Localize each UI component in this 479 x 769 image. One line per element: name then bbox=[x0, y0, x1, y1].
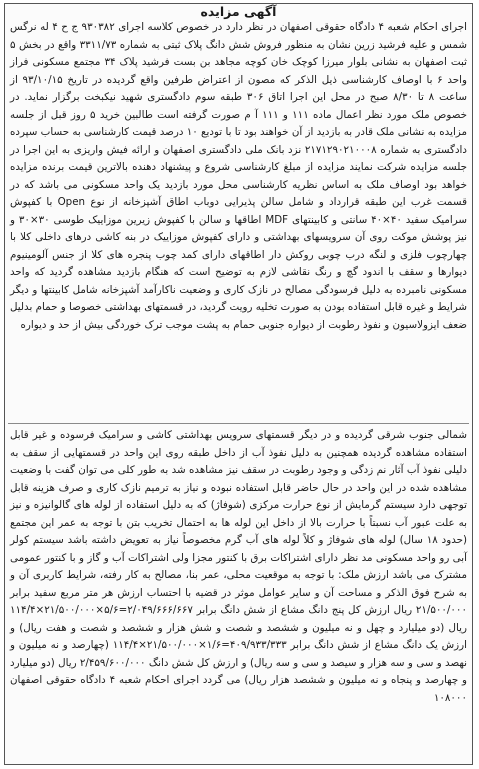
column-seam-divider bbox=[8, 423, 469, 424]
notice-title: آگهی مزایده bbox=[200, 4, 277, 19]
notice-paragraph-2: شمالی جنوب شرقی گردیده و در دیگر قسمتهای سرویس بهداشتی کاشی و سرامیک فرسوده و غیر قابل استفاده مشاهده گردیده همچنین به دلیل نفوذ آب از داخل طبقه روی این واحد در قسمتهایی از سقف به دلیلی نفوذ آب آثار نم زدگی و وجود رطوبت در سقف نیز مشاهده شد به طور کلی می توان گفت با وضعیت مشاهده شده در این واحد در حال حاضر قابل استفاده نبوده و نیاز به ترمیم نازک کاری و صرف هزینه قابل توجهی دارد سیستم گرمایش از نوع حرارت مرکزی (شوفاژ) که به دلیل استفاده از لوله های گالوانیزه و نیز به علت عبور آب نسبتاً با حرارت بالا از داخل این لوله ها به احتمال تخریب بتن با توجه به عمر این مجتمع (حدود ۱۸ سال) لوله های شوفاژ و کلاً لوله های آب گرم مخصوصاً نیاز به تعویض داشته باشد سیستم کولر آبی رو واحد مسکونی مد نظر دارای اشتراکات برق با کنتور مجزا ولی اشتراکات آب و گاز و با کنتور عمومی مشترک می باشد ارزش ملک: با توجه به موقعیت محلی، عمر بنا، مصالح به کار رفته، شرایط کاربری آن و به شرح فوق الذکر و مساحت آن و سایر عوامل موثر در قضیه با احتساب ارزش هر متر مربع سفید برابر ۲۱/۵۰۰/۰۰۰ ریال ارزش کل پنج دانگ مشاع از شش دانگ برابر ۲/۰۴۹/۶۶۶/۶۶۷=۵/۶×۲۱/۵۰۰/۰۰۰×۱۱۴/۴ ریال (دو میلیارد و چهل و نه میلیون و ششصد و شصت و شش هزار و ششصد و شصت و هفت ریال) و ارزش یک دانگ مشاع از شش دانگ برابر ۴۰۹/۹۳۳/۳۳۳=۱/۶×۲۱/۵۰۰/۰۰۰×۱۱۴/۴ (چهارصد و نه میلیون و نهصد و سی و سه هزار و سیصد و سی و سه ریال) و ارزش کل شش دانگ ۲/۴۵۹/۶۰۰/۰۰۰ ریال (دو میلیارد و چهارصد و پنجاه و نه میلیون و ششصد هزار ریال) می گردد اجرای احکام شعبه ۴ دادگاه حقوقی اصفهان ۱۰۸۰۰۰ bbox=[10, 429, 467, 704]
notice-paragraph-1: اجرای احکام شعبه ۴ دادگاه حقوقی اصفهان در نظر دارد در خصوص کلاسه اجرای ۹۳۰۳۸۲ ج ح ۴ له نرگس شمس و علیه فرشید زرین نشان به منظور فروش شش دانگ پلاک ثبتی به شماره ۳۳۱۱/۷۳ واقع در بخش ۵ ثبت اصفهان به نشانی بلوار میرزا کوچک خان کوچه مجاهد بن بست فرشید پلاک ۳۴ مجتمع مسکونی فراز واحد ۶ با اوصاف کارشناسی ذیل الذکر که مصون از اعتراض طرفین واقع گردیده در تاریخ ۹۳/۱۰/۱۵ از ساعت ۸ تا ۸/۳۰ صبح در محل این اجرا اتاق ۳۰۶ طبقه سوم دادگستری شهید نیکبخت برگزار نماید. در خصوص ملک مورد نظر اعمال ماده ۱۱۱ و ۱۱۱ آ م صورت گرفته است طالبین خرید ۵ روز قبل از جلسه مزایده به نشانی ملک قادر به بازدید از آن خواهند بود تا با تودیع ۱۰ درصد قیمت کارشناسی به حساب سپرده دادگستری به شماره ۲۱۷۱۲۹۰۲۱۰۰۰۸ نزد بانک ملی دادگستری اصفهان و ارائه فیش واریزی به این اجرا در جلسه مزایده شرکت نمایند مزایده از مبلغ کارشناسی شروع و پیشنهاد دهنده بالاترین قیمت برنده مزایده خواهد بود اوصاف ملک به اساس نظریه کارشناسی محل مورد بازدید یک واحد مسکونی می باشد که در قسمت غرب این طبقه قرارداد و شامل سالن پذیرایی دوباب اطاق آشپزخانه از نوع Open با کفپوش سرامیک سفید ۴۰×۴۰ سانتی و کابینتهای MDF اطاقها و سالن با کفپوش زیرین موزاییک طوسی ۳۰×۳۰ و نیز پوشش موکت روی آن سرویسهای بهداشتی و دارای کفپوش موزاییک در بنه کاشی درهای داخلی کلا با چهارچوب فلزی و لنگه درب چوبی روکش دار اطاقهای دارای کمد چوب پنجره های کلا از جنس آلومینیوم دیوارها و سقف با اندود گچ و رنگ نقاشی لازم به توضیح است که هنگام بازدید مشاهده گردید که واحد مسکونی نامبرده به دلیل فرسودگی مصالح در نازک کاری و وضعیت ناکارآمد آشپزخانه شامل کابینتها و دیگر شرایط و غیره قابل استفاده بودن به صورت تخلیه رویت گردید، در قسمتهای بهداشتی خصوصا و حمام بدلیل ضعف ایزولاسیون و نفوذ رطوبت از دیواره جنوبی حمام به پشت موجب ترک خوردگی بیش از حد و دیواره bbox=[10, 21, 468, 331]
auction-notice bbox=[4, 3, 473, 765]
